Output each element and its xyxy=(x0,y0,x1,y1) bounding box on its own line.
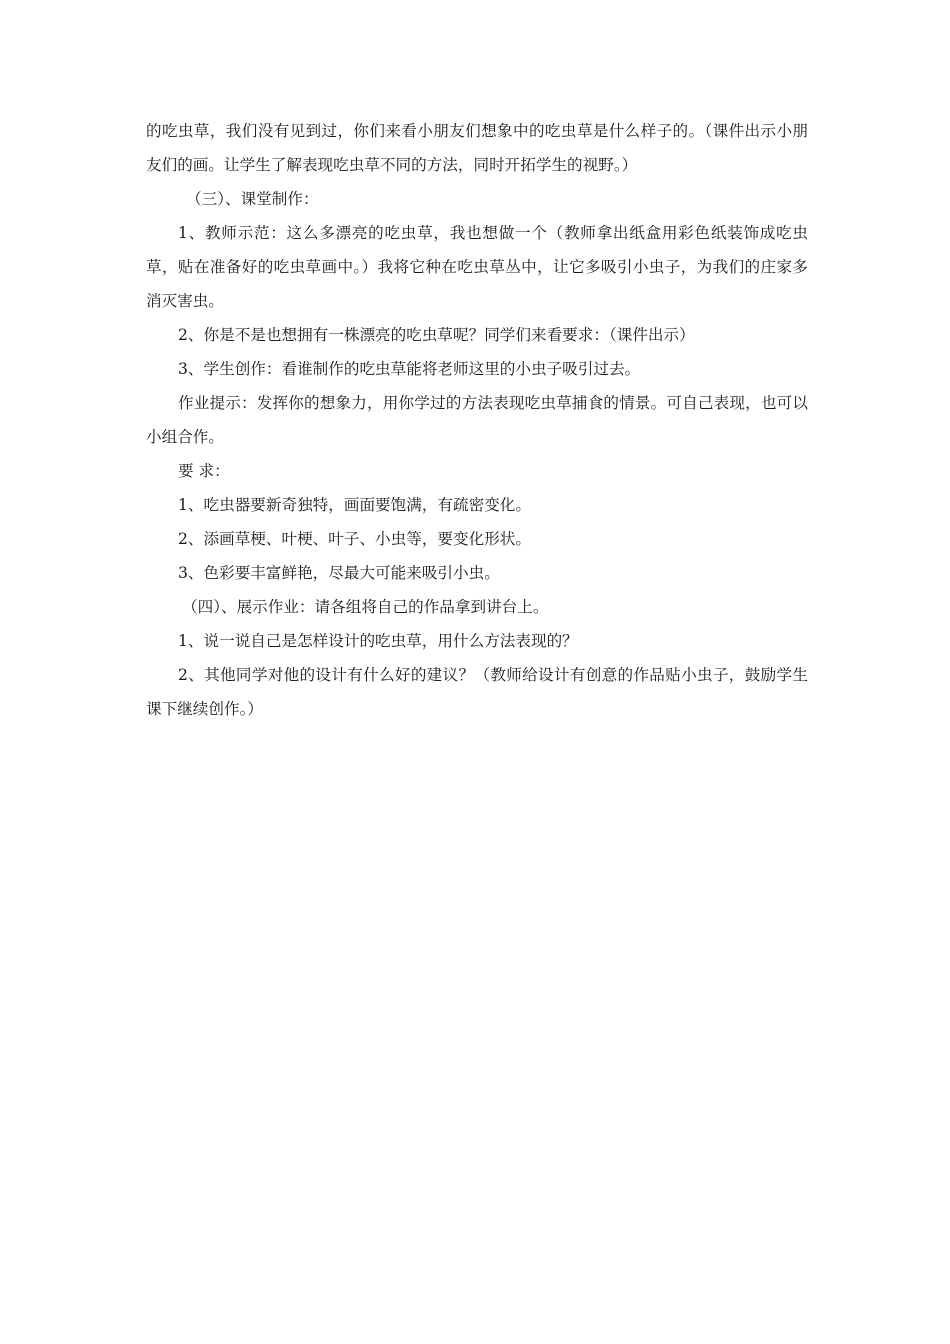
paragraph-student-creation: 3、学生创作：看谁制作的吃虫草能将老师这里的小虫子吸引过去。 xyxy=(178,360,641,378)
requirement-item-3: 3、色彩要丰富鲜艳，尽最大可能来吸引小虫。 xyxy=(178,564,500,582)
paragraph-continuation: 的吃虫草，我们没有见到过，你们来看小朋友们想象中的吃虫草是什么样子的。（课件出示小朋友们的画。让学生了解表现吃虫草不同的方法，同时开拓学生的视野。） xyxy=(146,122,808,174)
section-heading-classroom-making: （三）、课堂制作： xyxy=(186,190,319,208)
paragraph-homework-hint: 作业提示：发挥你的想象力，用你学过的方法表现吃虫草捕食的情景。可自己表现，也可以小组合作。 xyxy=(146,394,808,446)
document-body xyxy=(146,114,808,726)
paragraph-requirements-intro: 2、你是不是也想拥有一株漂亮的吃虫草呢？同学们来看要求：（课件出示） xyxy=(178,326,695,344)
requirement-item-1: 1、吃虫器要新奇独特，画面要饱满，有疏密变化。 xyxy=(178,496,531,514)
section-heading-show-work: （四）、展示作业：请各组将自己的作品拿到讲台上。 xyxy=(182,598,549,616)
requirements-heading: 要 求： xyxy=(178,462,230,480)
paragraph-discuss-design: 1、说一说自己是怎样设计的吃虫草，用什么方法表现的？ xyxy=(178,632,578,650)
requirement-item-2: 2、添画草梗、叶梗、叶子、小虫等，要变化形状。 xyxy=(178,530,531,548)
paragraph-peer-suggestions: 2、其他同学对他的设计有什么好的建议？（教师给设计有创意的作品贴小虫子，鼓励学生课下继续创作。） xyxy=(146,666,808,718)
paragraph-teacher-demo: 1、教师示范：这么多漂亮的吃虫草，我也想做一个（教师拿出纸盒用彩色纸装饰成吃虫草，贴在准备好的吃虫草画中。）我将它种在吃虫草丛中，让它多吸引小虫子，为我们的庄家多消灭害虫。 xyxy=(146,224,808,310)
